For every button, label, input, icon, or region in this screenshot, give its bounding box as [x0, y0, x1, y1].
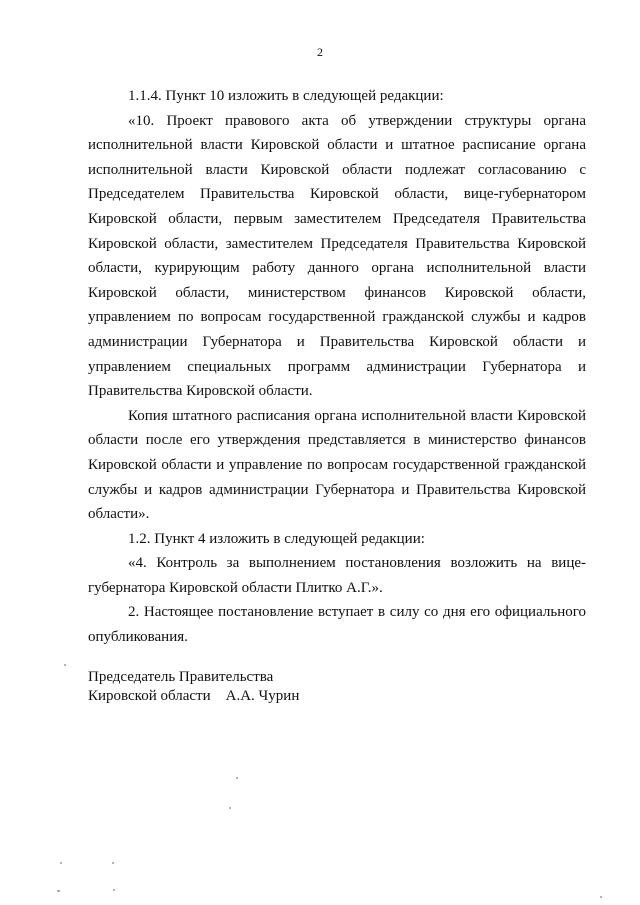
- paragraph-staff-schedule-copy: Копия штатного расписания органа исполнительной власти Кировской области после его утверждения представляется в министерство финансов Кировской области и управление по вопросам государственной гражданской службы и кадров администрации Губернатора и Правительства Кировской области».: [88, 407, 586, 523]
- document-body: [88, 84, 586, 650]
- page-number: 2: [317, 45, 323, 59]
- signatory-position: Председатель Правительства: [88, 669, 274, 685]
- signatory-name: А.А. Чурин: [225, 688, 300, 704]
- scan-speck: [236, 777, 238, 779]
- signature-block: [88, 668, 299, 706]
- signatory-region: Кировской области: [88, 688, 211, 704]
- paragraph-item-4-text: «4. Контроль за выполнением постановления возложить на вице-губернатора Кировской области Плитко А.Г.».: [88, 555, 586, 596]
- paragraph-effective-date: 2. Настоящее постановление вступает в силу со дня его официального опубликования.: [88, 604, 586, 646]
- signatory-region-and-name: [88, 687, 299, 706]
- scan-speck: [60, 862, 62, 864]
- scan-speck: [600, 896, 602, 898]
- paragraph-item-10-text: «10. Проект правового акта об утверждении структуры органа исполнительной власти Кировской области и штатное расписание органа исполнительной власти Кировской области подлежат согласованию с Председателем Правительства Кировской области, вице-губернатором Кировской области, первым заместителем Председателя Правительства Кировской области, заместителем Председателя Правительства Кировской области, курирующим работу данного органа исполнительной власти Кировской области, министерством финансов Кировской области, управлением по вопросам государственной гражданской службы и кадров администрации Губернатора и Правительства Кировской области и управлением специальных программ администрации Губернатора и Правительства Кировской области.: [88, 112, 586, 400]
- scan-speck: [229, 807, 231, 809]
- paragraph-item-1-1-4: 1.1.4. Пункт 10 изложить в следующей редакции:: [128, 88, 444, 104]
- paragraph-item-1-2: 1.2. Пункт 4 изложить в следующей редакции:: [128, 530, 425, 547]
- scan-speck: [113, 889, 115, 891]
- scan-speck: [112, 862, 114, 864]
- scan-speck: [57, 890, 60, 892]
- scan-speck: [64, 664, 66, 666]
